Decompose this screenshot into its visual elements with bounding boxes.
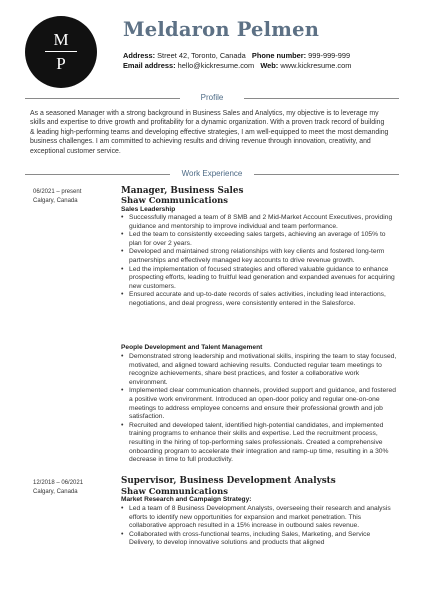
job-location: Calgary, Canada	[33, 198, 78, 204]
resume-header	[0, 0, 424, 90]
contact-row-1	[123, 51, 350, 60]
phone-value: 999-999-999	[308, 51, 351, 60]
job-title: Supervisor, Business Development Analysts	[121, 476, 336, 486]
list-item: • Ensured accurate and up-to-date records of sales activities, including lead interactions, negotiations, and deal progress, were consistently entered in the Salesforce.	[121, 291, 397, 308]
list-item: • Led the team to consistently exceeding sales targets, achieving an average of 105% to plan for over 2 years.	[121, 231, 397, 248]
monogram-bottom-letter: P	[56, 54, 66, 73]
job-group-heading: Market Research and Campaign Strategy:	[121, 496, 252, 503]
address-value: Street 42, Toronto, Canada	[157, 51, 246, 60]
job-company: Shaw Communications	[121, 486, 228, 496]
list-item: • Successfully managed a team of 8 SMB and 2 Mid-Market Account Executives, providing guidance and mentorship to improve individual and team performance.	[121, 214, 397, 231]
job-group-heading: Sales Leadership	[121, 206, 176, 213]
job-title: Manager, Business Sales	[121, 186, 244, 196]
profile-summary: As a seasoned Manager with a strong background in Business Sales and Analytics, my objective is to leverage my skills and expertise to drive growth and profitability for a dynamic organization. With a proven track record of building & leading high-performing teams and developing effective strategies, I am well-equipped to meet the most demanding business challenges. I am committed to achieving results and driving revenue through innovation, creativity, and exceptional customer service.	[30, 110, 389, 155]
web-label: Web:	[260, 61, 279, 70]
job-group-heading: People Development and Talent Management	[121, 344, 263, 351]
email-value[interactable]: hello@kickresume.com	[177, 61, 255, 70]
section-rule-right	[254, 174, 399, 175]
work-section-header	[25, 169, 399, 179]
list-item: • Led a team of 8 Business Development Analysts, overseeing their research and analysis efforts to identify new opportunities for expansion and market penetration. This collaborative approach resulted in a 15% increase in outbound sales revenue.	[121, 505, 397, 531]
monogram-divider	[45, 51, 77, 52]
monogram-avatar	[25, 16, 97, 88]
section-rule-right	[244, 98, 399, 99]
job-bullet-list	[121, 505, 397, 548]
job-bullet-list	[121, 214, 397, 309]
job-company: Shaw Communications	[121, 195, 228, 205]
address-label: Address:	[123, 51, 156, 60]
job-dates: 12/2018 – 06/2021	[33, 480, 84, 486]
profile-section-title: Profile	[200, 93, 224, 102]
list-item: • Recruited and developed talent, identified high-potential candidates, and implemented training programs to enhance their skills and expertise. Led the recruitment process, resulting in the hiring of top-performing sales professionals. Created a comprehensive onboarding program to accelerate their integration and ramp-up time, resulting in a 30% decrease in time to full productivity.	[121, 422, 397, 465]
profile-section-header	[25, 93, 399, 103]
list-item: • Implemented clear communication channels, provided support and guidance, and fostered a positive work environment. Introduced an open-door policy and regular one-on-one meetings to address employee concerns and ensure their professional growth and job satisfaction.	[121, 387, 397, 421]
monogram-top-letter: M	[53, 30, 69, 49]
candidate-name: Meldaron Pelmen	[123, 18, 320, 41]
job-location: Calgary, Canada	[33, 489, 78, 495]
web-value[interactable]: www.kickresume.com	[280, 61, 352, 70]
work-section-title: Work Experience	[181, 169, 243, 178]
list-item: • Demonstrated strong leadership and motivational skills, inspiring the team to stay focused, motivated, and aligned toward achieving results. Conducted regular team meetings to recognize achievements, share best practices, and foster a collaborative work environment.	[121, 353, 397, 387]
job-bullet-list	[121, 353, 397, 465]
phone-label: Phone number:	[251, 51, 307, 60]
email-label: Email address:	[123, 61, 176, 70]
contact-row-2	[123, 61, 351, 70]
list-item: • Collaborated with cross-functional teams, including Sales, Marketing, and Service Delivery, to develop innovative solutions and products that aligned	[121, 531, 397, 548]
list-item: • Developed and maintained strong relationships with key clients and fostered long-term partnerships and effectively managed key accounts to drive revenue growth.	[121, 248, 397, 265]
list-item: • Led the implementation of focused strategies and offered valuable guidance to enhance prospecting efforts, leading to fruitful lead generation and expanded avenues for acquiring new customers.	[121, 266, 397, 292]
job-dates: 06/2021 – present	[33, 189, 82, 195]
